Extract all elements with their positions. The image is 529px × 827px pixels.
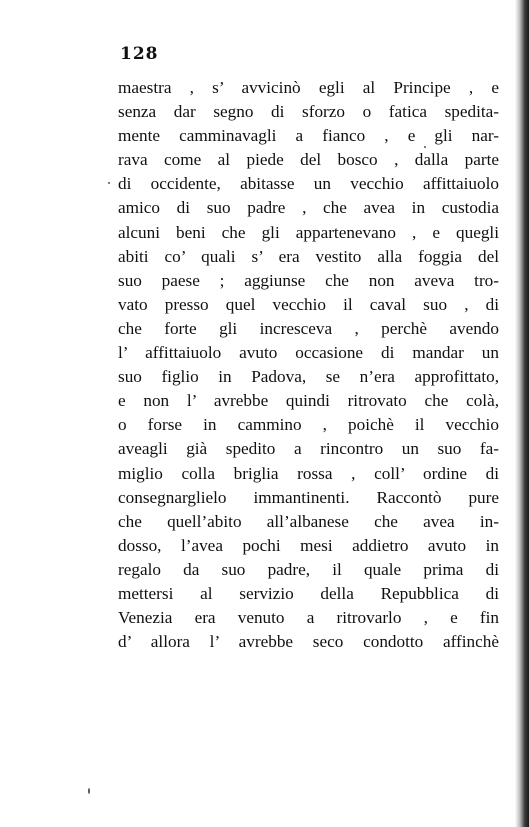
text-line: o forse in cammino , poichè il vecchio bbox=[118, 415, 499, 435]
text-line: di occidente, abitasse un vecchio affittaiuolo bbox=[118, 174, 499, 194]
text-line: miglio colla briglia rossa , coll’ ordine di bbox=[118, 463, 499, 483]
paper-speck bbox=[88, 788, 90, 794]
text-line: senza dar segno di sforzo o fatica spedita- bbox=[118, 102, 499, 122]
text-line: suo paese ; aggiunse che non aveva tro- bbox=[118, 270, 499, 290]
paper-speck bbox=[108, 182, 110, 184]
page-number: 128 bbox=[120, 44, 159, 64]
text-line: alcuni beni che gli appartenevano , e quegli bbox=[118, 222, 499, 242]
text-line: amico di suo padre , che avea in custodia bbox=[118, 198, 499, 218]
text-line: abiti co’ quali s’ era vestito alla foggia del bbox=[118, 246, 499, 266]
text-line: che forte gli incresceva , perchè avendo bbox=[118, 318, 499, 338]
text-line: regalo da suo padre, il quale prima di bbox=[118, 559, 499, 579]
text-line: consegnarglielo immantinenti. Raccontò pure bbox=[118, 487, 499, 507]
text-line: Venezia era venuto a ritrovarlo , e fin bbox=[118, 608, 499, 628]
paper-speck bbox=[424, 146, 426, 148]
text-line: d’ allora l’ avrebbe seco condotto affinchè bbox=[118, 632, 499, 652]
text-line: che quell’abito all’albanese che avea in- bbox=[118, 511, 499, 531]
text-line: e non l’ avrebbe quindi ritrovato che colà, bbox=[118, 391, 499, 411]
text-line: aveagli già spedito a rincontro un suo fa- bbox=[118, 439, 499, 459]
text-line: l’ affittaiuolo avuto occasione di mandar un bbox=[118, 343, 499, 363]
text-line: maestra , s’ avvicinò egli al Principe , e bbox=[118, 78, 499, 97]
text-line: rava come al piede del bosco , dalla parte bbox=[118, 150, 499, 170]
text-line: suo figlio in Padova, se n’era approfittato, bbox=[118, 367, 499, 387]
body-text bbox=[118, 76, 499, 654]
text-line: dosso, l’avea pochi mesi addietro avuto in bbox=[118, 535, 499, 555]
text-line: vato presso quel vecchio il caval suo , di bbox=[118, 294, 499, 314]
binding-gutter-shadow bbox=[515, 0, 529, 827]
text-line: mente camminavagli a fianco , e gli nar- bbox=[118, 126, 499, 146]
text-line: mettersi al servizio della Repubblica di bbox=[118, 583, 499, 603]
